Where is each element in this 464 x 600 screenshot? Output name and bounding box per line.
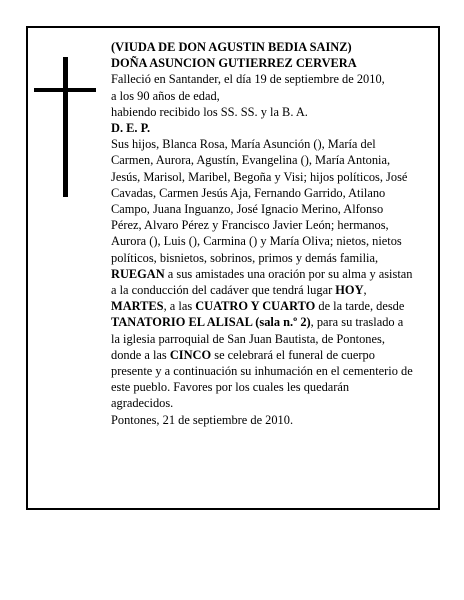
ruegan-word: RUEGAN: [111, 266, 165, 281]
rip-line: D. E. P.: [111, 121, 151, 136]
request-text-1: a sus amistades una oración por su alma y asistan a la conducción del cadáver que tendrá lugar: [111, 266, 413, 298]
deceased-name: DOÑA ASUNCION GUTIERREZ CERVERA: [111, 56, 357, 71]
time-words: CUATRO Y CUARTO: [195, 299, 316, 314]
cinco-word: CINCO: [169, 347, 212, 362]
cross-vertical-bar: [63, 57, 68, 197]
obituary-text: [111, 39, 413, 428]
death-place-date: Falleció en Santander, el día 19 de septiembre de 2010,: [111, 72, 385, 87]
request-comma: ,: [363, 283, 367, 298]
cross-horizontal-bar: [34, 88, 96, 92]
request-text-5: se celebrará el funeral de cuerpo presente y a continuación su inhumación en el cementerio de este pueblo. Favores por los cuales les quedarán agradecidos.: [111, 347, 413, 411]
request-text-2: , a las: [163, 299, 196, 314]
venue-words: TANATORIO EL ALISAL (sala n.º 2): [111, 315, 311, 330]
hoy-word: HOY: [335, 283, 364, 298]
request-text-4: , para su traslado a la iglesia parroquial de San Juan Bautista, de Pontones, donde a las: [111, 315, 404, 362]
request-paragraph: [111, 266, 413, 412]
family-paragraph: Sus hijos, Blanca Rosa, María Asunción (), María del Carmen, Aurora, Agustín, Evangelina (), María Antonia, Jesús, Marisol, Maribel, Begoña y Visi; hijos políticos, José Cavadas, Carmen Jesús Aja, Fernando Garrido, Atilano Campo, Juana Inguanzo, José Ignacio Merino, Alfonso Pérez, Alvaro Pérez y Francisco Javier León; hermanos, Aurora (), Luis (), Carmina () y María Oliva; nietos, nietos políticos, bisnietos, sobrinos, primos y demás familia,: [111, 137, 408, 265]
request-text-3: de la tarde, desde: [315, 299, 405, 314]
martes-word: MARTES: [111, 299, 164, 314]
place-date-line: Pontones, 21 de septiembre de 2010.: [111, 412, 294, 427]
widow-of-line: (VIUDA DE DON AGUSTIN BEDIA SAINZ): [111, 40, 352, 54]
sacraments-line: habiendo recibido los SS. SS. y la B. A.: [111, 104, 308, 119]
cross-icon: [34, 57, 96, 197]
age-line: a los 90 años de edad,: [111, 88, 220, 103]
